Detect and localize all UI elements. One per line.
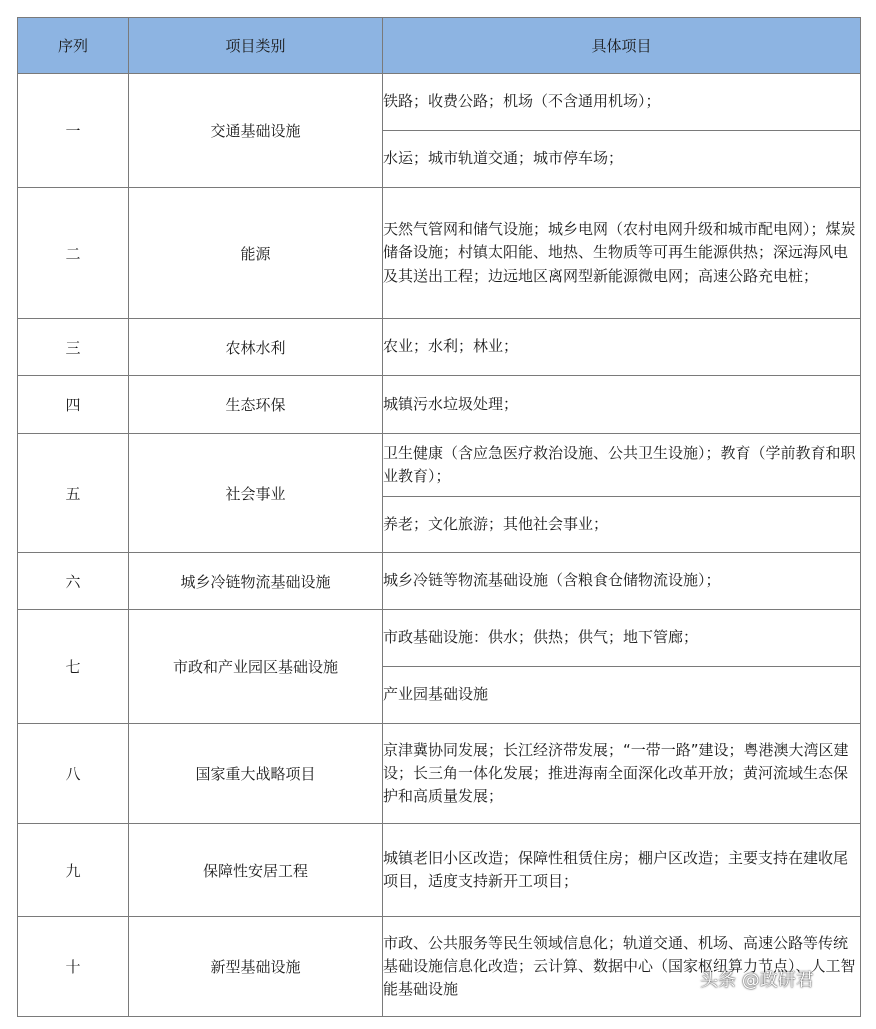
row-category: 社会事业 (129, 434, 383, 553)
table-row (18, 74, 861, 131)
row-item: 农业；水利；林业； (383, 319, 861, 376)
header-details: 具体项目 (383, 18, 861, 74)
row-number: 六 (18, 553, 129, 610)
row-item: 京津冀协同发展；长江经济带发展；“一带一路”建设；粤港澳大湾区建设；长三角一体化发展；推进海南全面深化改革开放；黄河流域生态保护和高质量发展； (383, 724, 861, 824)
row-category: 市政和产业园区基础设施 (129, 610, 383, 724)
row-number: 五 (18, 434, 129, 553)
table-header-row (18, 18, 861, 74)
row-category: 生态环保 (129, 376, 383, 434)
row-number: 四 (18, 376, 129, 434)
table-row (18, 553, 861, 610)
project-table (17, 17, 861, 1017)
row-item: 城镇老旧小区改造；保障性租赁住房；棚户区改造；主要支持在建收尾项目，适度支持新开工项目； (383, 824, 861, 917)
row-number: 二 (18, 188, 129, 319)
row-category: 交通基础设施 (129, 74, 383, 188)
table-row (18, 376, 861, 434)
row-category: 城乡冷链物流基础设施 (129, 553, 383, 610)
table-row (18, 724, 861, 824)
table-row (18, 610, 861, 667)
row-category: 能源 (129, 188, 383, 319)
row-category: 保障性安居工程 (129, 824, 383, 917)
row-item: 卫生健康（含应急医疗救治设施、公共卫生设施）；教育（学前教育和职业教育）； (383, 434, 861, 497)
row-item: 市政、公共服务等民生领域信息化；轨道交通、机场、高速公路等传统基础设施信息化改造；云计算、数据中心（国家枢纽算力节点）、人工智能基础设施 (383, 917, 861, 1017)
row-number: 十 (18, 917, 129, 1017)
row-number: 七 (18, 610, 129, 724)
row-number: 三 (18, 319, 129, 376)
row-item: 铁路；收费公路；机场（不含通用机场）； (383, 74, 861, 131)
table-row (18, 319, 861, 376)
row-category: 国家重大战略项目 (129, 724, 383, 824)
row-number: 九 (18, 824, 129, 917)
row-item: 城镇污水垃圾处理； (383, 376, 861, 434)
table-row (18, 434, 861, 497)
row-item: 养老；文化旅游；其他社会事业； (383, 497, 861, 553)
row-category: 新型基础设施 (129, 917, 383, 1017)
header-category: 项目类别 (129, 18, 383, 74)
table-row (18, 188, 861, 319)
row-item: 城乡冷链等物流基础设施（含粮食仓储物流设施）； (383, 553, 861, 610)
row-number: 一 (18, 74, 129, 188)
table-row (18, 824, 861, 917)
row-item: 水运；城市轨道交通；城市停车场； (383, 131, 861, 188)
row-item: 天然气管网和储气设施；城乡电网（农村电网升级和城市配电网）；煤炭储备设施；村镇太阳能、地热、生物质等可再生能源供热；深远海风电及其送出工程；边远地区离网型新能源微电网；高速公路充电桩； (383, 188, 861, 319)
row-category: 农林水利 (129, 319, 383, 376)
row-item: 产业园基础设施 (383, 667, 861, 724)
row-number: 八 (18, 724, 129, 824)
header-no: 序列 (18, 18, 129, 74)
row-item: 市政基础设施：供水；供热；供气；地下管廊； (383, 610, 861, 667)
watermark: 头条 @政研君 (700, 970, 814, 991)
